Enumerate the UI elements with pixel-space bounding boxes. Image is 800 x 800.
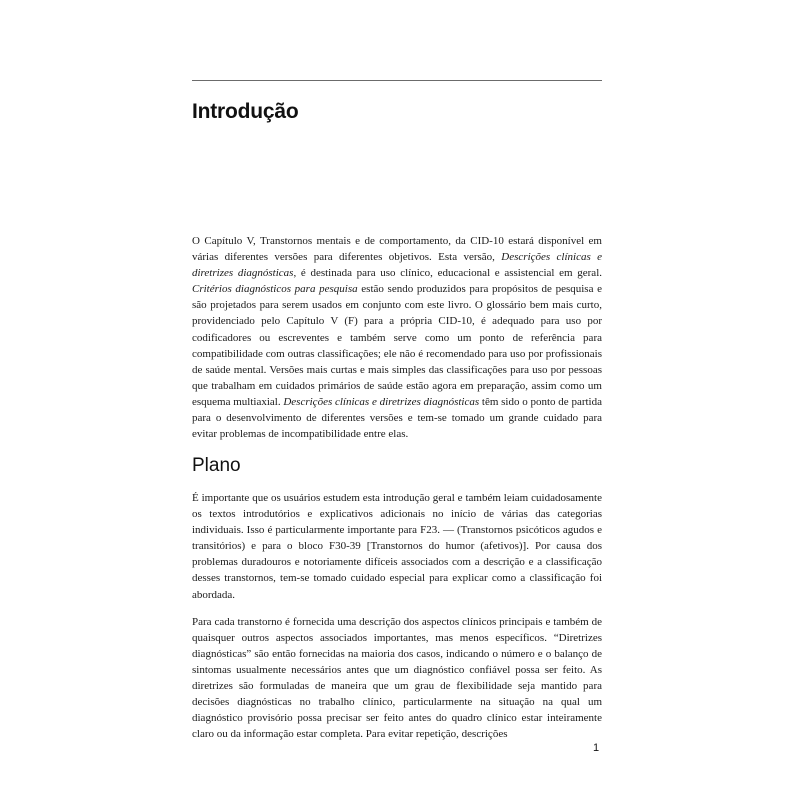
intro-italic-1: Descrições clínicas e diretrizes diagnósticas [192, 251, 602, 280]
intro-text-1: O Capítulo V, Transtornos mentais e de comportamento, da CID-10 estará disponível em várias diferentes versões para diferentes objetivos. Esta versão, [192, 235, 602, 264]
intro-text-4: têm sido o ponto de partida para o desenvolvimento de diferentes versões e tem-se tomado um grande cuidado para evitar problemas de incompatibilidade entre elas. [192, 395, 602, 441]
page-number: 1 [593, 742, 600, 754]
header-rule [192, 80, 602, 81]
plano-paragraph-1: É importante que os usuários estudem esta introdução geral e também leiam cuidadosamente os textos introdutórios e explicativos adicionais no início de várias das categorias individuais. Isso é particularmente importante para F23. — (Transtornos psicóticos agudos e transitórios) e para o bloco F30-39 [Transtornos do humor (afetivos)]. Por causa dos problemas duradouros e notoriamente difíceis associados com a descrição e a classificação desses transtornos, tem-se tomado cuidado especial para explicar como a classificação foi abordada. [192, 492, 602, 601]
plano-section [192, 490, 602, 742]
intro-section [192, 233, 602, 442]
chapter-title: Introdução [192, 100, 299, 123]
plano-paragraph-2: Para cada transtorno é fornecida uma descrição dos aspectos clínicos principais e também de quaisquer outros aspectos associados importantes, mas menos específicos. “Diretrizes diagnósticas” são então fornecidas na maioria dos casos, indicando o número e o balanço de sintomas usualmente necessários antes que um diagnóstico confiável possa ser feito. As diretrizes são formuladas de maneira que um grau de flexibilidade seja mantido para decisões diagnósticas no trabalho clínico, particularmente na situação na qual um diagnóstico provisório possa precisar ser feito antes do quadro clínico estar inteiramente claro ou da informação estar completa. Para evitar repetição, descrições [192, 615, 602, 741]
intro-italic-3: Descrições clínicas e diretrizes diagnósticas [283, 395, 480, 408]
intro-text-3: estão sendo produzidos para propósitos de pesquisa e são projetados para serem usados em conjunto com este livro. O glossário bem mais curto, providenciado pelo Capítulo V (F) para a própria CID-10, é adequado para uso por codificadores ou escreventes e também serve como um ponto de referência para compatibilidade com outras classificações; ele não é recomendado para uso por profissionais de saúde mental. Versões mais curtas e mais simples das classificações para uso por pessoas que trabalham em cuidados primários de saúde estão agora em preparação, assim como um esquema multiaxial. [192, 283, 603, 408]
intro-paragraph [192, 233, 602, 442]
intro-text-2: , é destinada para uso clínico, educacional e assistencial em geral. [293, 267, 602, 280]
section-title-plano: Plano [192, 455, 241, 476]
intro-italic-2: Critérios diagnósticos para pesquisa [192, 283, 358, 296]
